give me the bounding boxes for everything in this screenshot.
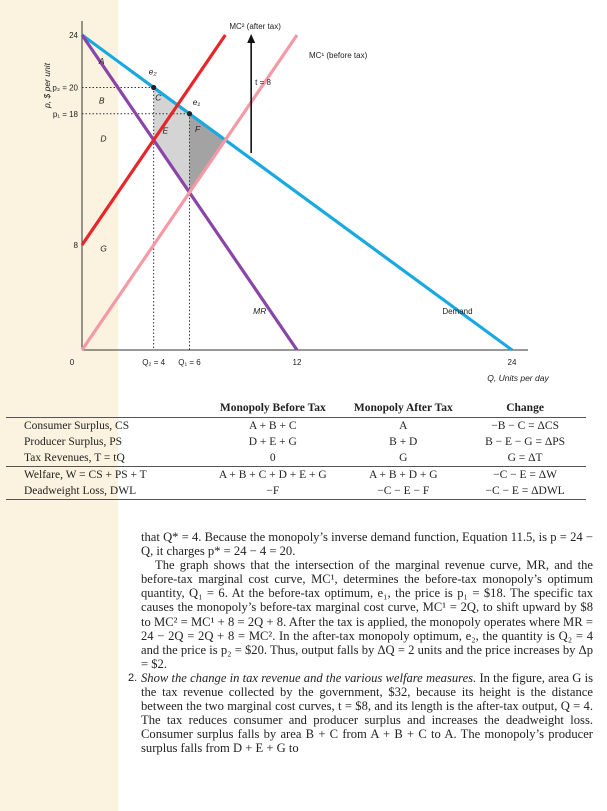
table-cell: Tax Revenues, T = tQ	[24, 452, 125, 464]
area-label-D: D	[100, 133, 107, 144]
label-mc2: MC² (after tax)	[229, 22, 281, 31]
table-header-cell: Change	[464, 398, 586, 418]
table-cell: −B − C = ΔCS	[491, 420, 559, 432]
table-cell: G	[399, 452, 408, 464]
table-header-cell	[6, 398, 203, 418]
table-row	[6, 467, 586, 484]
table-cell: −C − E = ΔDWL	[464, 483, 586, 500]
x-tick-label: 0	[69, 358, 75, 367]
item-heading: Show the change in tax revenue and the various welfare measures.	[141, 670, 477, 685]
point-e1	[187, 111, 192, 116]
curve-Demand	[82, 35, 512, 350]
table-cell: −C − E = ΔW	[464, 467, 586, 484]
table-header-cell: Monopoly After Tax	[342, 398, 464, 418]
x-tick-label: 24	[507, 358, 517, 367]
table-row	[6, 483, 586, 500]
table-header-cell: Monopoly Before Tax	[203, 398, 342, 418]
table-cell: Welfare, W = CS + PS + T	[6, 467, 203, 484]
body-text	[128, 530, 593, 756]
area-label-C: C	[155, 92, 162, 103]
label-e1: e₁	[192, 96, 201, 107]
tax-arrow-label: t = 8	[255, 78, 271, 87]
table-cell: A + B + C	[249, 420, 297, 432]
table-header-row	[6, 398, 586, 418]
x-axis-title: Q, Units per day	[487, 373, 549, 383]
numbered-item	[128, 670, 593, 756]
label-demand: Demand	[442, 306, 473, 316]
area-label-E: E	[162, 125, 169, 136]
table-cell: A	[399, 420, 408, 432]
x-tick-label: 12	[292, 358, 302, 367]
table-cell: A + B + C + D + E + G	[203, 467, 342, 484]
table-row	[6, 450, 586, 467]
tax-arrow-head	[247, 34, 255, 43]
point-e2	[151, 85, 156, 90]
area-label-G: G	[100, 243, 107, 254]
item-paragraph	[141, 671, 593, 756]
tax-monopoly-chart	[6, 0, 586, 395]
welfare-table-wrap	[6, 398, 586, 500]
table-cell: D + E + G	[248, 436, 297, 448]
y-axis-title: p, $ per unit	[42, 63, 52, 108]
y-tick-label: p₁ = 18	[52, 109, 78, 119]
y-tick-label: 24	[69, 31, 78, 40]
table-cell: 0	[269, 452, 276, 464]
paragraph: The graph shows that the intersection of the marginal revenue curve, MR, and the before-tax marginal cost curve, MC¹, determines the before-tax monopoly’s optimum quantity, Q₁ = 6. At the before-tax optimum, e₁, the price is p₁ = $18. The specific tax causes the monopoly’s before-tax marginal cost curve, MC¹ = 2Q, to shift upward by $8 to MC² = MC¹ + 8 = 2Q + 8. After the tax is applied, the monopoly operates where MR = 24 − 2Q = 2Q + 8 = MC². In the after-tax monopoly optimum, e₂, the quantity is Q₂ = 4 and the price is p₂ = $20. Thus, output falls by ΔQ = 2 units and the price increases by Δp = $2.	[141, 558, 593, 671]
area-label-B: B	[98, 95, 105, 106]
table-cell: B − E − G = ΔPS	[485, 436, 566, 448]
item-number: 2.	[128, 671, 138, 684]
label-e2: e₂	[148, 66, 157, 77]
label-mr: MR	[253, 305, 267, 316]
table-cell: A + B + D + G	[342, 467, 464, 484]
x-tick-label: Q₂ = 4	[142, 358, 166, 367]
table-row	[6, 418, 586, 435]
table-row	[6, 434, 586, 450]
x-tick-label: Q₁ = 6	[178, 358, 201, 367]
table-cell: −C − E − F	[342, 483, 464, 500]
label-mc1: MC¹ (before tax)	[309, 51, 368, 60]
table-cell: Consumer Surplus, CS	[24, 420, 130, 432]
paragraph: that Q* = 4. Because the monopoly’s inverse demand function, Equation 11.5, is p = 24 − Q, it charges p* = 24 − 4 = 20.	[141, 530, 593, 559]
area-label-A: A	[98, 55, 105, 66]
table-cell: G = ΔT	[507, 452, 543, 464]
chart-svg	[6, 0, 586, 395]
table-cell: Deadweight Loss, DWL	[6, 483, 203, 500]
y-tick-label: 8	[73, 241, 78, 250]
table-cell: −F	[203, 483, 342, 500]
y-tick-label: p₂ = 20	[52, 83, 78, 93]
area-E	[154, 114, 190, 193]
item-body: In the figure, area G is the tax revenue collected by the government, $32, because its height is the distance between the two marginal cost curves, t = $8, and its length is the after-tax output, Q = 4. The tax reduces consumer and producer surplus and increases the deadweight loss. Consumer surplus falls by area B + C from A + B + C to A. The monopoly’s producer surplus falls from D + E + G to	[141, 670, 593, 756]
table-cell: Producer Surplus, PS	[24, 436, 123, 448]
area-label-F: F	[194, 124, 201, 135]
table-cell: B + D	[389, 436, 418, 448]
welfare-table	[6, 398, 586, 500]
